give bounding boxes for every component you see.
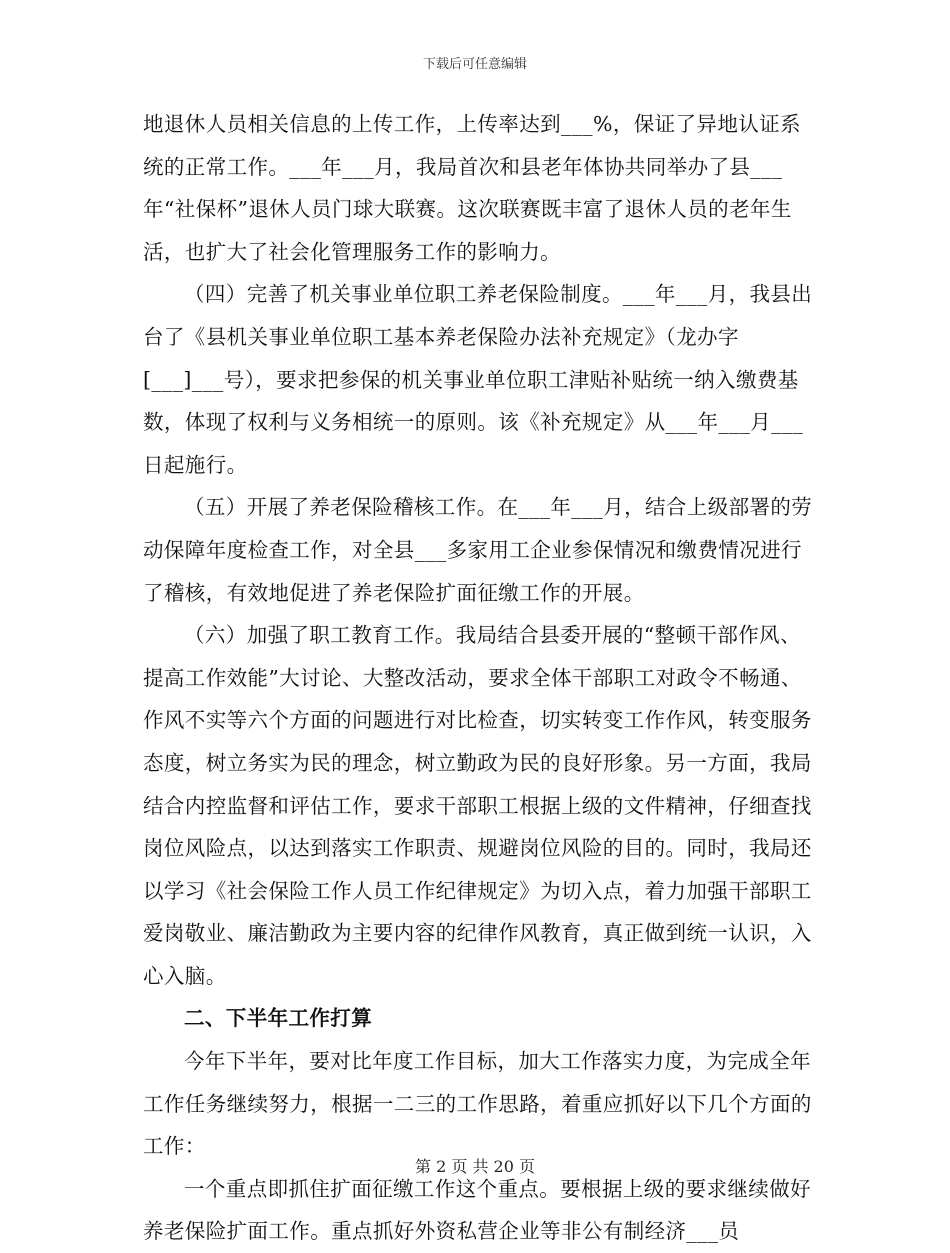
paragraph-plan-focus: 一个重点即抓住扩面征缴工作这个重点。要根据上级的要求继续做好养老保险扩面工作。重点抓好外资私营企业等非公有制经济___员 (143, 1176, 811, 1244)
paragraph-section-6: （六）加强了职工教育工作。我局结合县委开展的“整顿干部作风、提高工作效能”大讨论、大整改活动，要求全体干部职工对政令不畅通、作风不实等六个方面的问题进行对比检查，切实转变工作作风，转变服务态度，树立务实为民的理念，树立勤政为民的良好形象。另一方面，我局结合内控监督和评估工作，要求干部职工根据上级的文件精神，仔细查找岗位风险点，以达到落实工作职责、规避岗位风险的目的。同时，我局还以学习《社会保险工作人员工作纪律规定》为切入点，着力加强干部职工爱岗敬业、廉洁勤政为主要内容的纪律作风教育，真正做到统一认识，入心入脑。 (143, 623, 812, 988)
document-body (143, 103, 813, 1253)
paragraph-plan-intro: 今年下半年，要对比年度工作目标，加大工作落实力度，为完成全年工作任务继续努力，根据一二三的工作思路，着重应抓好以下几个方面的工作： (143, 1049, 812, 1159)
page-footer: 第 2 页 共 20 页 (415, 1157, 535, 1176)
section-heading: 二、下半年工作打算 (184, 1006, 373, 1031)
paragraph-section-5: （五）开展了养老保险稽核工作。在___年___月，结合上级部署的劳动保障年度检查工作，对全县___多家用工企业参保情况和缴费情况进行了稽核，有效地促进了养老保险扩面征缴工作的开展。 (143, 495, 813, 605)
paragraph-section-4: （四）完善了机关事业单位职工养老保险制度。___年___月，我县出台了《县机关事业单位职工基本养老保险办法补充规定》（龙办字[___]___号），要求把参保的机关事业单位职工津贴补贴统一纳入缴费基数，体现了权利与义务相统一的原则。该《补充规定》从___年___月___日起施行。 (143, 282, 813, 477)
paragraph-continuation: 地退休人员相关信息的上传工作，上传率达到___%，保证了异地认证系统的正常工作。___年___月，我局首次和县老年体协共同举办了县___年“社保杯”退休人员门球大联赛。这次联赛既丰富了退休人员的老年生活，也扩大了社会化管理服务工作的影响力。 (143, 112, 801, 264)
page-header: 下载后可任意编辑 (422, 57, 527, 72)
